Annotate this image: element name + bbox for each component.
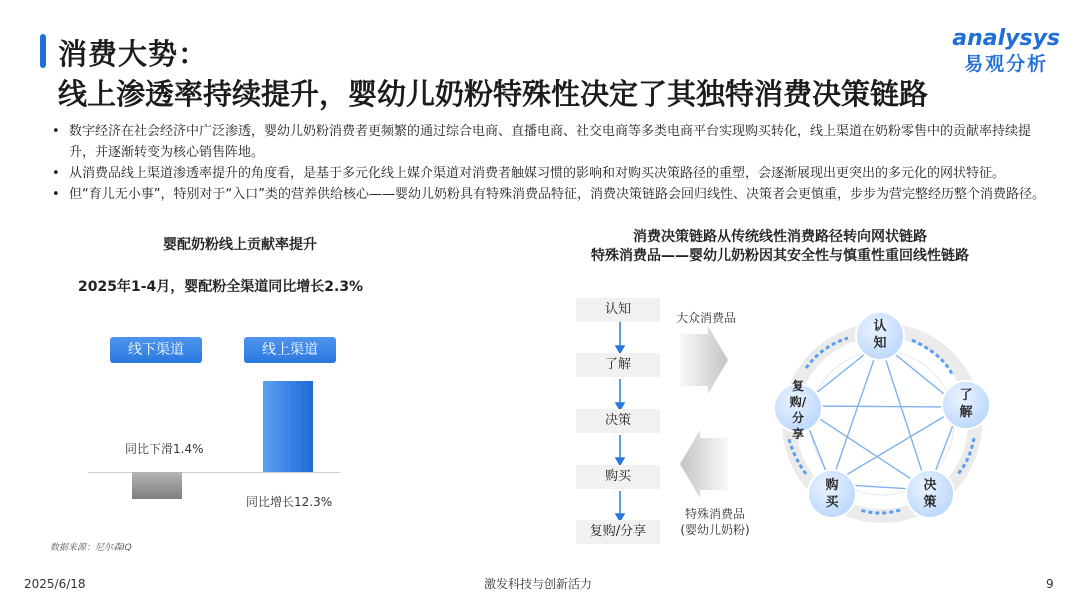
bullet-item: • 数字经济在社会经济中广泛渗透，婴幼儿奶粉消费者更频繁的通过综合电商、直播电商、社交电商等多类电商平台实现购买转化，线上渠道在奶粉零售中的贡献率持续提升，并逐渐转变为核心销售阵地。	[52, 121, 1052, 163]
diagram-title-line2: 特殊消费品——婴幼儿奶粉因其安全性与慎重性重回线性链路	[591, 248, 969, 264]
arrow-left-icon	[680, 430, 730, 498]
mass-consumer-label: 大众消费品	[676, 311, 737, 325]
diagram-title-line1: 消费决策链路从传统线性消费路径转向网状链路	[633, 229, 927, 245]
cycle-node-purchase: 购买	[825, 478, 839, 510]
linear-step-understanding: 了解	[576, 353, 660, 377]
cycle-node-understanding: 了解	[959, 388, 973, 420]
title-accent-bar	[40, 34, 46, 68]
star-links	[800, 342, 960, 490]
logo-chinese: 易观分析	[964, 53, 1049, 75]
data-label-offline: 同比下滑1.4%	[125, 442, 204, 456]
linear-step-purchase: 购买	[576, 465, 660, 489]
footer-date: 2025/6/18	[24, 577, 86, 591]
page-number: 9	[1046, 577, 1054, 591]
bullet-list	[52, 121, 1052, 205]
chart-baseline	[88, 472, 340, 473]
cycle-node-awareness: 认知	[873, 319, 887, 351]
data-source: 数据来源：尼尔森IQ	[50, 543, 132, 553]
bar-online	[263, 381, 313, 472]
category-label-online: 线上渠道	[244, 337, 336, 363]
category-label-offline: 线下渠道	[110, 337, 202, 363]
bullet-item: • 从消费品线上渠道渗透率提升的角度看，是基于多元化线上媒介渠道对消费者触媒习惯的影响和对购买决策路径的重塑，会逐渐展现出更突出的多元化的网状特征。	[52, 163, 1052, 184]
footer-slogan: 激发科技与创新活力	[484, 577, 593, 591]
page-title-line1: 消费大势：	[58, 37, 209, 71]
special-label-line2: (婴幼儿奶粉)	[680, 523, 750, 537]
cycle-node-decision: 决策	[923, 478, 937, 510]
bullet-item: • 但“育儿无小事”，特别对于“入口”类的营养供给核心——婴幼儿奶粉具有特殊消费品特征，消费决策链路会回归线性、决策者会更慎重，步步为营完整经历整个消费路径。	[52, 184, 1052, 205]
data-label-online: 同比增长12.3%	[246, 495, 333, 509]
diagram-title	[520, 228, 1040, 266]
linear-step-awareness: 认知	[576, 298, 660, 322]
brand-logo	[952, 26, 1060, 76]
arrow-right-icon	[680, 326, 730, 394]
special-consumer-label	[672, 506, 758, 538]
cycle-node-repurchase: 复购/分享	[789, 379, 807, 441]
linear-step-decision: 决策	[576, 409, 660, 433]
bar-offline	[132, 472, 182, 499]
chart-subtitle: 2025年1-4月，婴配粉全渠道同比增长2.3%	[78, 279, 364, 295]
logo-english: analysys	[952, 26, 1060, 51]
chart-title: 婴配奶粉线上贡献率提升	[163, 237, 317, 253]
page-title-line2: 线上渗透率持续提升，婴幼儿奶粉特殊性决定了其独特消费决策链路	[58, 77, 929, 111]
special-label-line1: 特殊消费品	[684, 507, 745, 521]
linear-step-repurchase: 复购/分享	[576, 520, 660, 544]
